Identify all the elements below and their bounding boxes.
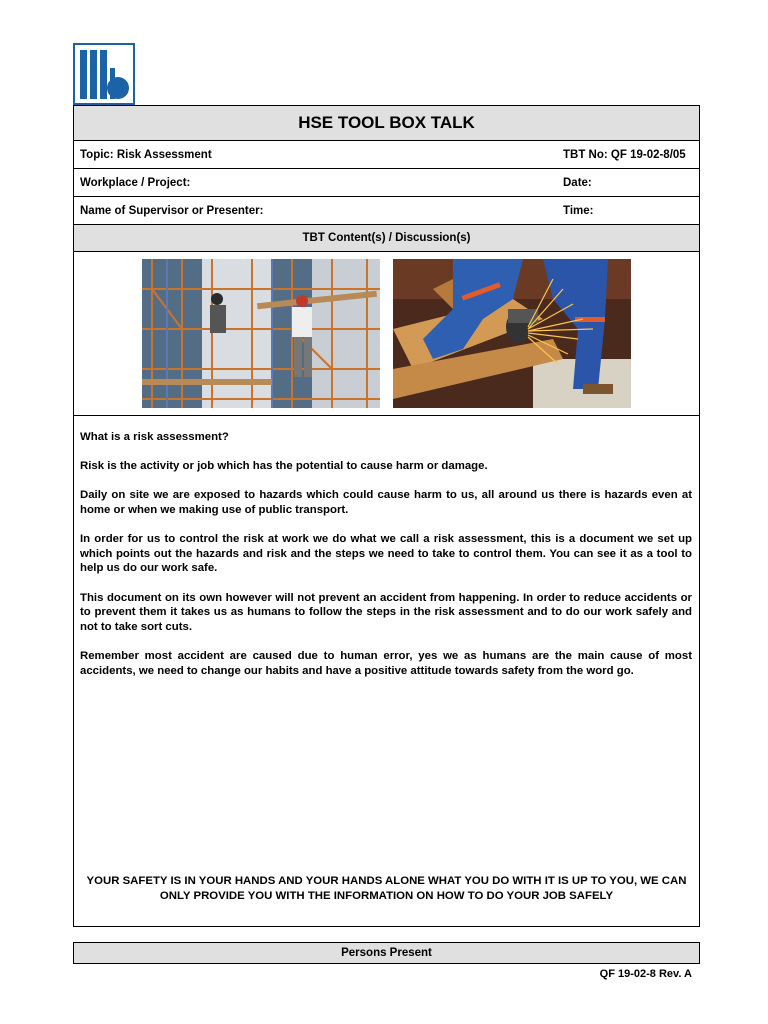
paragraph-risk-control: In order for us to control the risk at work we do what we call a risk assessment, this is a document we set up which points out the hazards and risk and the steps we need to take to control them. You can see it as a tool to help us do our work safe. <box>80 533 692 575</box>
company-logo <box>73 43 135 105</box>
topic-row <box>74 141 699 169</box>
photo-row <box>74 252 699 416</box>
content-heading: TBT Content(s) / Discussion(s) <box>74 225 699 252</box>
tbt-number-field: TBT No: QF 19-02-8/05 <box>563 148 686 161</box>
paragraph-human-error: Remember most accident are caused due to human error, yes we as humans are the main cause of most accidents, we need to change our habits and have a positive attitude towards safety from the word go. <box>80 649 692 677</box>
paragraph-prevention: This document on its own however will not prevent an accident from happening. In order to reduce accidents or to prevent them it takes us as humans to follow the steps in the risk assessment and to do our work safely and not to take sort cuts. <box>80 591 692 633</box>
scaffolding-workers-photo <box>142 259 380 408</box>
toolbox-talk-form <box>73 105 700 927</box>
workplace-field: Workplace / Project: <box>80 176 191 189</box>
form-revision: QF 19-02-8 Rev. A <box>599 968 692 980</box>
workplace-row <box>74 169 699 197</box>
safety-message: YOUR SAFETY IS IN YOUR HANDS AND YOUR HANDS ALONE WHAT YOU DO WITH IT IS UP TO YOU, WE CAN ONLY PROVIDE YOU WITH THE INFORMATION ON HOW TO DO YOUR JOB SAFELY <box>86 875 687 902</box>
paragraph-risk-definition: Risk is the activity or job which has the potential to cause harm or damage. <box>80 460 488 473</box>
supervisor-field: Name of Supervisor or Presenter: <box>80 204 264 217</box>
discussion-body <box>74 416 699 926</box>
supervisor-row <box>74 197 699 225</box>
topic-field: Topic: Risk Assessment <box>80 148 212 161</box>
angle-grinder-sparks-photo <box>393 259 631 408</box>
time-field: Time: <box>563 204 594 217</box>
persons-present-header: Persons Present <box>73 942 700 964</box>
date-field: Date: <box>563 176 592 189</box>
question-heading: What is a risk assessment? <box>80 431 229 443</box>
paragraph-daily-hazards: Daily on site we are exposed to hazards which could cause harm to us, all around us there is hazards even at home or when we making use of public transport. <box>80 489 692 516</box>
form-title: HSE TOOL BOX TALK <box>74 106 699 141</box>
